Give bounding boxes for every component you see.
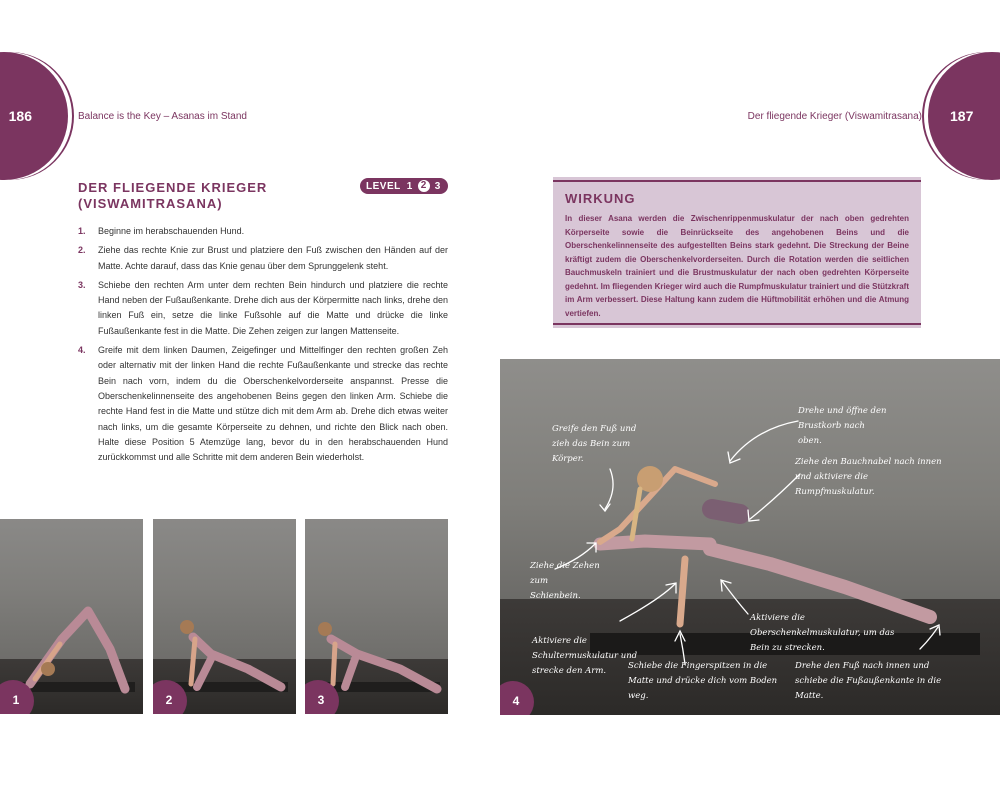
step-photo-1 xyxy=(0,519,143,714)
step-number: 4. xyxy=(78,345,86,356)
running-head-right: Der fliegende Krieger (Viswamitrasana) xyxy=(747,111,922,122)
step-photo-label: 3 xyxy=(317,693,325,707)
level-badge xyxy=(360,178,448,194)
page-number-right xyxy=(928,52,1000,180)
page-number-right-text: 187 xyxy=(950,108,974,124)
step-text: Greife mit dem linken Daumen, Zeigefinger und Mittelfinger den rechten großen Zeh oder alternativ mit der linken Hand die rechte Fußaußenkante und strecke das rechte Bein nach vorn, indem du die Oberschenkelvorderseite anspannst. Presse die Oberschenkelinnenseite des angehobenen Beins gegen den linken Arm. Schiebe die rechte Hand fest in die Matte und stütze dich mit dem Arm ab. Drehe dich etwas weiter nach links, um die gesamte Körperseite zu dehnen, und richte den Blick nach oben. Halte diese Position 5 Atemzüge lang, bevor du in den herabschauenden Hund zurückkommst und alle Schritte mit dem anderen Bein wiederholst. xyxy=(98,345,448,463)
level-label: LEVEL xyxy=(366,180,401,192)
step-item xyxy=(78,243,448,274)
step-photo-label: 2 xyxy=(165,693,173,707)
level-3: 3 xyxy=(434,180,441,192)
step-number: 3. xyxy=(78,279,86,290)
step-item xyxy=(78,343,448,465)
level-1: 1 xyxy=(406,180,413,192)
running-head-left: Balance is the Key – Asanas im Stand xyxy=(78,111,247,122)
exercise-title xyxy=(78,180,267,212)
step-photo-3 xyxy=(305,519,448,714)
main-photo xyxy=(500,359,1000,715)
step-text: Schiebe den rechten Arm unter dem rechten Bein hindurch und platziere die rechte Hand neben der Fußaußenkante. Drehe dich aus der Körpermitte nach links, drehe den linken Fuß ein, setze die linke Fußsohle auf die Matte und drücke die linke Fußaußenkante fest in die Matte. Die Zehen zeigen zur langen Mattenseite. xyxy=(98,279,448,336)
step-text: Ziehe das rechte Knie zur Brust und platziere den Fuß zwischen den Händen auf der Matte. Achte darauf, dass das Knie genau über dem Sprunggelenk steht. xyxy=(98,245,448,271)
effect-box xyxy=(553,177,921,328)
step-number: 2. xyxy=(78,245,86,256)
step-item xyxy=(78,224,448,239)
level-2-active: 2 xyxy=(416,178,432,194)
step-text: Beginne im herabschauenden Hund. xyxy=(98,226,245,236)
annotation-foot-edge: Drehe den Fuß nach innen und schiebe die Fußaußenkante in die Matte. xyxy=(795,661,942,701)
page-number-left-text: 186 xyxy=(8,108,32,124)
annotation-toes: Ziehe die Zehen zum Schienbein. xyxy=(530,561,600,601)
effect-text: In dieser Asana werden die Zwischenrippenmuskulatur der nach oben gedrehten Körperseite sowie die Beinrückseite des angehobenen Beins und die Oberschenkelinnenseite des aufgestellten Beins stark gedehnt. Die Streckung der Beine kräftigt zudem die Oberschenkelvorderseiten. Durch die Rotation werden die seitlichen Bauchmuskeln trainiert und die Brustmuskulatur der nach oben gedrehten Körperseite gedehnt. Im fliegenden Krieger wird auch die Rumpfmuskulatur trainiert und die Stützkraft im Arm verbessert. Diese Haltung kann zudem die Hüftmobilität erhöhen und die Atmung vertiefen. xyxy=(565,214,909,318)
step-number: 1. xyxy=(78,226,86,236)
page-number-left xyxy=(0,52,68,180)
annotation-fingertips: Schiebe die Fingerspitzen in die Matte und drücke dich vom Boden weg. xyxy=(628,661,778,701)
annotation-open-chest: Drehe und öffne den Brustkorb nach oben. xyxy=(798,406,887,446)
effect-title: WIRKUNG xyxy=(565,191,636,206)
main-photo-label: 4 xyxy=(512,694,520,708)
exercise-title-line1: DER FLIEGENDE KRIEGER xyxy=(78,180,268,195)
annotation-shoulder: Aktiviere die Schultermuskulatur und strecke den Arm. xyxy=(532,636,638,676)
step-item xyxy=(78,278,448,339)
annotation-core: Ziehe den Bauchnabel nach innen und aktiviere die Rumpfmuskulatur. xyxy=(795,457,942,497)
exercise-title-line2: (VISWAMITRASANA) xyxy=(78,196,223,211)
step-photo-label: 1 xyxy=(12,693,20,707)
step-list xyxy=(78,224,448,469)
step-photo-2 xyxy=(153,519,296,714)
annotation-grab-foot: Greife den Fuß und zieh das Bein zum Körper. xyxy=(552,424,637,464)
annotation-thigh: Aktiviere die Oberschenkelmuskulatur, um das Bein zu strecken. xyxy=(750,613,895,653)
